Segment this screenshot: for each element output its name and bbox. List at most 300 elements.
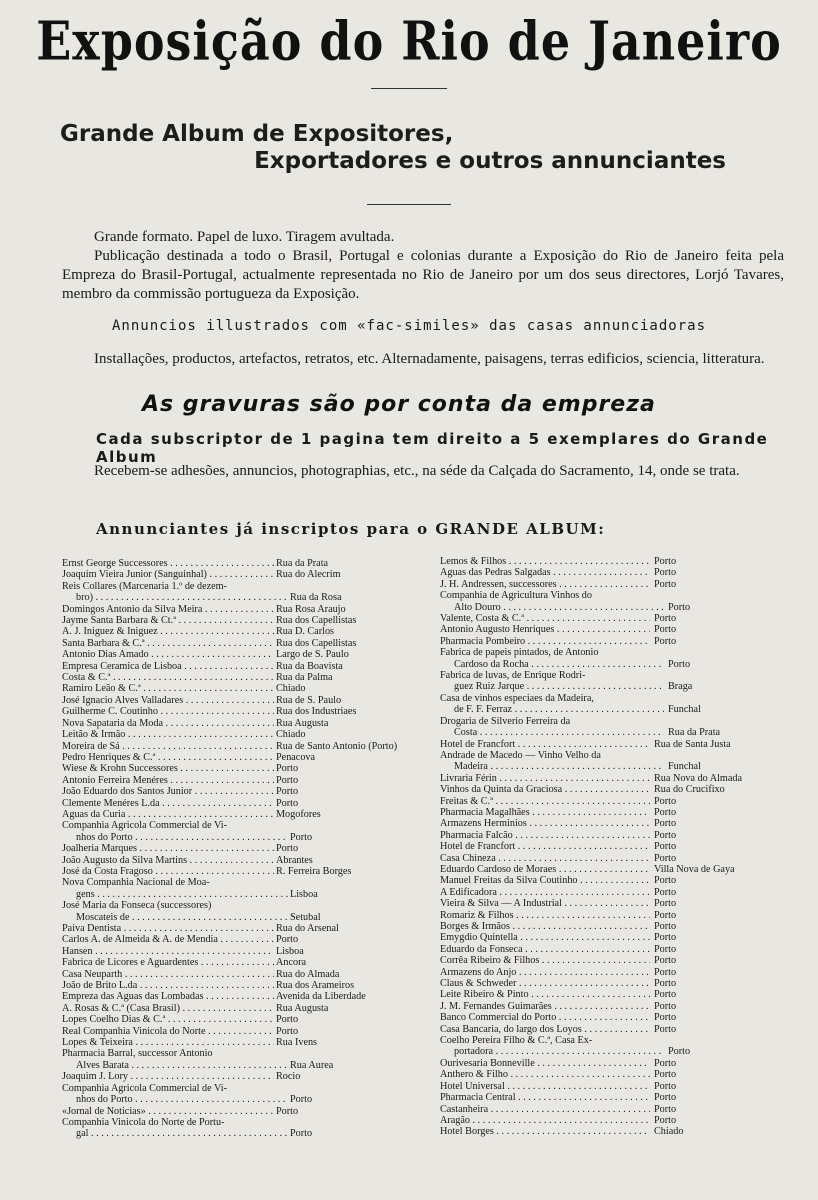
- list-item: [440, 624, 742, 635]
- list-item: [440, 864, 742, 875]
- advertiser-name: gens . . .: [62, 889, 288, 900]
- advertiser-name: José Maria da Fonseca (successores): [62, 900, 212, 912]
- advertiser-name: Andrade de Macedo — Vinho Velho da: [440, 749, 601, 761]
- advertiser-location: Porto: [654, 1000, 677, 1012]
- advertiser-name: Companhia Vinicola do Norte de Portu-: [62, 1116, 225, 1128]
- list-item: [440, 739, 742, 750]
- advertiser-name: Hotel Universal . . .: [440, 1081, 650, 1092]
- advertiser-name: Leitão & Irmão . . .: [62, 729, 274, 740]
- advertiser-location: Porto: [654, 966, 677, 978]
- advertiser-name: Companhia Agricola Commercial de Vi-: [62, 820, 227, 832]
- advertiser-location: Rocio: [276, 1071, 301, 1083]
- advertiser-location: Funchal: [668, 704, 701, 716]
- list-item: [440, 602, 742, 613]
- advertiser-location: Penacova: [276, 751, 316, 763]
- list-item: [440, 1035, 742, 1046]
- advertiser-name: Castanheira . . .: [440, 1104, 650, 1115]
- advertiser-location: Porto: [654, 613, 677, 625]
- advertiser-name: Costa . . .: [440, 727, 664, 738]
- advertisers-heading: Annunciantes já inscriptos para o GRANDE ALBUM:: [96, 520, 606, 538]
- advertiser-name: Valente, Costa & C.ª . . .: [440, 613, 650, 624]
- advertiser-name: Lemos & Filhos . . .: [440, 556, 650, 567]
- advertiser-name: Carlos A. de Almeida & A. de Mendia . . .: [62, 934, 274, 945]
- list-item: [62, 558, 397, 569]
- advertiser-name: gal . . .: [62, 1128, 288, 1139]
- advertiser-name: A Edificadora . . .: [440, 887, 650, 898]
- list-item: [62, 889, 397, 900]
- list-item: [62, 786, 397, 797]
- list-item: [62, 592, 397, 603]
- advertiser-location: Rua Aurea: [290, 1059, 334, 1071]
- advertiser-name: A. J. Iniguez & Iniguez . . .: [62, 626, 274, 637]
- advertiser-name: Anthero & Filho . . .: [440, 1069, 650, 1080]
- advertiser-location: Porto: [276, 1014, 299, 1026]
- advertiser-location: Rua Augusta: [276, 1002, 329, 1014]
- list-item: [440, 1024, 742, 1035]
- list-item: [440, 955, 742, 966]
- advertiser-location: Porto: [654, 1103, 677, 1115]
- list-item: [62, 1106, 397, 1117]
- list-item: [440, 704, 742, 715]
- advertiser-location: Porto: [654, 932, 677, 944]
- advertiser-name: Guilherme C. Coutinho . . .: [62, 706, 274, 717]
- advertiser-name: Lopes Coelho Dias & C.ª . . .: [62, 1014, 274, 1025]
- list-item: [62, 980, 397, 991]
- advertiser-name: Hotel de Francfort . . .: [440, 841, 650, 852]
- advertiser-name: João de Brito L.da . . .: [62, 980, 274, 991]
- advertiser-name: Vieira & Silva — A Industrial . . .: [440, 898, 650, 909]
- list-item: [62, 1037, 397, 1048]
- advertiser-name: Eduardo da Fonseca . . .: [440, 944, 650, 955]
- list-item: [440, 1126, 742, 1137]
- advertiser-location: Porto: [654, 829, 677, 841]
- advertiser-name: Reis Collares (Marcenaria 1.º de dezem-: [62, 580, 227, 592]
- advertiser-name: Hansen . . .: [62, 946, 274, 957]
- advertisers-list-right: [440, 556, 742, 1138]
- list-item: [440, 727, 742, 738]
- advertiser-location: Porto: [654, 841, 677, 853]
- advertiser-name: nhos do Porto . . .: [62, 832, 288, 843]
- advertiser-location: Largo de S. Paulo: [276, 649, 349, 661]
- advertiser-name: Alto Douro . . .: [440, 602, 664, 613]
- list-item: [62, 763, 397, 774]
- list-item: [62, 912, 397, 923]
- advertiser-name: Lopes & Teixeira . . .: [62, 1037, 274, 1048]
- list-item: [62, 729, 397, 740]
- advertiser-location: Porto: [654, 556, 677, 567]
- advertiser-name: Leite Ribeiro & Pinto . . .: [440, 989, 650, 1000]
- advertiser-location: Abrantes: [276, 854, 313, 866]
- advertiser-name: Coelho Pereira Filho & C.ª, Casa Ex-: [440, 1035, 593, 1047]
- advertiser-location: Porto: [276, 786, 299, 798]
- advertiser-name: Pharmacia Magalhães . . .: [440, 807, 650, 818]
- advertiser-name: Antonio Ferreira Menéres . . .: [62, 775, 274, 786]
- advertiser-name: Joaquim Vieira Junior (Sanguinhal) . . .: [62, 569, 274, 580]
- advertiser-name: Empreza das Aguas das Lombadas . . .: [62, 991, 274, 1002]
- advertiser-name: Joalheria Marques . . .: [62, 843, 274, 854]
- list-item: [440, 967, 742, 978]
- advertiser-location: Porto: [654, 1057, 677, 1069]
- list-item: [440, 830, 742, 841]
- list-item: [440, 944, 742, 955]
- advertiser-location: Rua da Prata: [668, 727, 721, 739]
- advertiser-location: Rua Rosa Araujo: [276, 603, 346, 615]
- title-divider: [371, 88, 447, 89]
- advertiser-location: Porto: [276, 774, 299, 786]
- advertiser-name: Vinhos da Quinta da Graciosa . . .: [440, 784, 650, 795]
- advertiser-location: Porto: [654, 875, 677, 887]
- list-item: [62, 1083, 397, 1094]
- advertiser-location: Rua dos Capellistas: [276, 637, 357, 649]
- advertiser-name: Aguas das Pedras Salgadas . . .: [440, 567, 650, 578]
- list-item: [440, 761, 742, 772]
- list-item: [440, 659, 742, 670]
- list-item: [62, 900, 397, 911]
- advertiser-location: Rua da Boavista: [276, 660, 343, 672]
- advertiser-name: Costa & C.ª . . .: [62, 672, 274, 683]
- advertiser-location: Funchal: [668, 761, 701, 773]
- list-item: [440, 556, 742, 567]
- reception-paragraph: Recebem-se adhesões, annuncios, photographias, etc., na séde da Calçada do Sacramento, 14, onde se trata.: [94, 463, 740, 479]
- advertiser-location: Rua do Alecrim: [276, 569, 341, 581]
- advertiser-location: Porto: [276, 843, 299, 855]
- advertiser-name: J. H. Andressen, successores . . .: [440, 579, 650, 590]
- advertiser-name: J. M. Fernandes Guimarães . . .: [440, 1001, 650, 1012]
- list-item: [62, 1094, 397, 1105]
- advertiser-location: Rua da Prata: [276, 558, 329, 569]
- subtitle-line-1: Grande Album de Expositores,: [60, 121, 454, 147]
- advertiser-name: Fabrica de papeis pintados, de Antonio: [440, 647, 599, 659]
- list-item: [440, 1001, 742, 1012]
- advertiser-name: nhos do Porto . . .: [62, 1094, 288, 1105]
- advertiser-name: Emygdio Quintella . . .: [440, 932, 650, 943]
- advertiser-name: Pharmacia Falcão . . .: [440, 830, 650, 841]
- advertiser-location: Porto: [654, 818, 677, 830]
- list-item: [440, 784, 742, 795]
- advertiser-location: Porto: [276, 797, 299, 809]
- advertiser-location: Porto: [654, 1092, 677, 1104]
- advertiser-name: Moscateis de . . .: [62, 912, 288, 923]
- list-item: [440, 1069, 742, 1080]
- advertiser-location: Porto: [654, 886, 677, 898]
- list-item: [440, 853, 742, 864]
- advertiser-name: Armazens do Anjo . . .: [440, 967, 650, 978]
- list-item: [440, 773, 742, 784]
- advertiser-location: Mogofores: [276, 808, 321, 820]
- advertiser-location: Porto: [654, 1080, 677, 1092]
- list-item: [440, 579, 742, 590]
- list-item: [440, 921, 742, 932]
- intro-paragraph: Grande formato. Papel de luxo. Tiragem avultada.: [94, 229, 395, 245]
- advertiser-name: Pedro Henriques & C.ª . . .: [62, 752, 274, 763]
- list-item: [62, 946, 397, 957]
- list-item: [62, 649, 397, 660]
- advertiser-location: Porto: [276, 1025, 299, 1037]
- advertisers-list-left: [62, 558, 397, 1140]
- advertiser-name: Banco Commercial do Porto . . .: [440, 1012, 650, 1023]
- list-item: [62, 934, 397, 945]
- advertiser-name: portadora . . .: [440, 1046, 664, 1057]
- advertiser-location: Rua do Arsenal: [276, 923, 339, 934]
- list-item: [62, 1003, 397, 1014]
- advertiser-location: Porto: [654, 1012, 677, 1024]
- advertiser-name: Casa Bancaria, do largo dos Loyos . . .: [440, 1024, 650, 1035]
- list-item: [62, 1117, 397, 1128]
- advertiser-location: Porto: [668, 1046, 691, 1058]
- advertiser-name: A. Rosas & C.ª (Casa Brasil) . . .: [62, 1003, 274, 1014]
- advertiser-name: Romariz & Filhos . . .: [440, 910, 650, 921]
- advertiser-name: «Jornal de Noticias» . . .: [62, 1106, 274, 1117]
- advertiser-name: Casa Neuparth . . .: [62, 969, 274, 980]
- advertiser-location: Porto: [654, 1114, 677, 1126]
- intro-text: [62, 228, 784, 304]
- advertiser-name: Manuel Freitas da Silva Coutinho . . .: [440, 875, 650, 886]
- engravings-headline: As gravuras são por conta da empreza: [142, 392, 656, 417]
- advertiser-location: Porto: [654, 578, 677, 590]
- advertiser-location: Chiado: [276, 729, 306, 741]
- advertiser-location: Porto: [654, 567, 677, 579]
- list-item: [440, 887, 742, 898]
- intro-paragraph: Publicação destinada a todo o Brasil, Portugal e colonias durante a Exposição do Rio de Janeiro feita pela Empreza do Brasil-Portugal, actualmente representada no Rio de Janeiro por um dos seus directores, Lorjó Tavares, membro da commissão portugueza da Exposição.: [62, 248, 784, 302]
- advertiser-location: Chiado: [276, 683, 306, 695]
- advertiser-name: Moreira de Sá . . .: [62, 741, 274, 752]
- advertiser-name: Santa Barbara & C.ª . . .: [62, 638, 274, 649]
- list-item: [62, 1128, 397, 1139]
- advertiser-name: Empresa Ceramica de Lisboa . . .: [62, 661, 274, 672]
- list-item: [440, 1081, 742, 1092]
- list-item: [62, 1014, 397, 1025]
- list-item: [440, 978, 742, 989]
- list-item: [62, 855, 397, 866]
- list-item: [440, 636, 742, 647]
- advertiser-name: Fabrica de Licores e Aguardentes . . .: [62, 957, 274, 968]
- advertiser-location: Porto: [654, 898, 677, 910]
- advertiser-name: Hotel de Francfort . . .: [440, 739, 650, 750]
- advertiser-name: Companhia Agricola Commercial de Vi-: [62, 1082, 227, 1094]
- list-item: [62, 969, 397, 980]
- illustrated-ads-line: Annuncios illustrados com «fac-similes» das casas annunciadoras: [111, 318, 706, 334]
- advertiser-location: Rua dos Capellistas: [276, 615, 357, 627]
- advertiser-location: Porto: [276, 934, 299, 946]
- advertiser-location: Avenida da Liberdade: [276, 991, 366, 1003]
- advertiser-location: Porto: [654, 1023, 677, 1035]
- advertiser-name: Ourivesaria Bonneville . . .: [440, 1058, 650, 1069]
- advertiser-name: Borges & Irmãos . . .: [440, 921, 650, 932]
- list-item: [62, 706, 397, 717]
- list-item: [62, 1071, 397, 1082]
- advertiser-location: Porto: [654, 978, 677, 990]
- advertiser-location: Chiado: [654, 1126, 684, 1138]
- advertiser-name: Ernst George Successores . . .: [62, 558, 274, 569]
- list-item: [440, 750, 742, 761]
- advertiser-location: Porto: [276, 763, 299, 775]
- list-item: [440, 670, 742, 681]
- advertiser-location: Porto: [668, 658, 691, 670]
- advertiser-name: Nova Sapataria da Moda . . .: [62, 718, 274, 729]
- list-item: [62, 1060, 397, 1071]
- list-item: [440, 567, 742, 578]
- list-item: [62, 695, 397, 706]
- advertiser-location: Porto: [276, 1105, 299, 1117]
- advertiser-name: Pharmacia Barral, successor Antonio: [62, 1048, 213, 1060]
- list-item: [440, 681, 742, 692]
- advertiser-name: Ramiro Leão & C.ª . . .: [62, 683, 274, 694]
- list-item: [440, 1012, 742, 1023]
- advertiser-name: Joaquim J. Lory . . .: [62, 1071, 274, 1082]
- list-item: [440, 1115, 742, 1126]
- list-item: [62, 877, 397, 888]
- list-item: [62, 683, 397, 694]
- advertiser-name: Freitas & C.ª . . .: [440, 796, 650, 807]
- list-item: [440, 989, 742, 1000]
- advertiser-name: Antonio Augusto Henriques . . .: [440, 624, 650, 635]
- advertiser-location: Rua de Santa Justa: [654, 738, 731, 750]
- advertiser-name: Nova Companhia Nacional de Moa-: [62, 877, 210, 889]
- list-item: [62, 569, 397, 580]
- advertiser-name: José Ignacio Alves Valladares . . .: [62, 695, 274, 706]
- advertiser-name: Cardoso da Rocha . . .: [440, 659, 664, 670]
- list-item: [62, 843, 397, 854]
- list-item: [62, 752, 397, 763]
- list-item: [62, 832, 397, 843]
- advertiser-name: Claus & Schweder . . .: [440, 978, 650, 989]
- advertiser-name: de F. F. Ferraz . . .: [440, 704, 664, 715]
- advertiser-name: Armazens Herminios . . .: [440, 818, 650, 829]
- advertiser-name: Aguas da Curia . . .: [62, 809, 274, 820]
- list-item: [440, 716, 742, 727]
- advertiser-location: Porto: [654, 624, 677, 636]
- advertiser-name: Companhia de Agricultura Vinhos do: [440, 590, 592, 602]
- advertiser-name: Domingos Antonio da Silva Meira . . .: [62, 604, 274, 615]
- advertiser-location: Rua da Rosa: [290, 592, 342, 604]
- advertiser-location: Rua dos Industriaes: [276, 706, 357, 718]
- advertiser-name: guez Ruiz Jarque . . .: [440, 681, 664, 692]
- subtitle-divider: [367, 204, 451, 205]
- installations-paragraph: Installações, productos, artefactos, retratos, etc. Alternadamente, paisagens, terras edificios, sciencia, litteratura.: [94, 351, 765, 367]
- advertiser-location: Rua do Almada: [276, 968, 340, 980]
- advertiser-name: Hotel Borges . . .: [440, 1126, 650, 1137]
- list-item: [62, 809, 397, 820]
- list-item: [62, 1026, 397, 1037]
- list-item: [440, 613, 742, 624]
- advertiser-location: Porto: [654, 806, 677, 818]
- advertiser-location: Braga: [668, 681, 693, 693]
- advertiser-location: Porto: [654, 795, 677, 807]
- advertiser-name: Pharmacia Central . . .: [440, 1092, 650, 1103]
- advertiser-location: R. Ferreira Borges: [276, 865, 352, 877]
- list-item: [62, 581, 397, 592]
- advertiser-name: Casa de vinhos especiaes da Madeira,: [440, 692, 594, 704]
- advertiser-name: Antonio Dias Amado . . .: [62, 649, 274, 660]
- advertiser-location: Rua Nova do Almada: [654, 772, 742, 784]
- advertiser-name: José da Costa Fragoso . . .: [62, 866, 274, 877]
- list-item: [440, 1058, 742, 1069]
- list-item: [62, 604, 397, 615]
- advertiser-location: Rua Augusta: [276, 717, 329, 729]
- advertiser-name: Eduardo Cardoso de Moraes . . .: [440, 864, 650, 875]
- advertiser-name: Alves Barata . . .: [62, 1060, 288, 1071]
- list-item: [62, 741, 397, 752]
- advertiser-name: João Augusto da Silva Martins . . .: [62, 855, 274, 866]
- list-item: [62, 820, 397, 831]
- list-item: [440, 647, 742, 658]
- list-item: [62, 957, 397, 968]
- advertiser-location: Villa Nova de Gaya: [654, 863, 735, 875]
- advertiser-location: Porto: [654, 989, 677, 1001]
- advertiser-name: Jayme Santa Barbara & Ct.ª . . .: [62, 615, 274, 626]
- advertiser-location: Porto: [668, 601, 691, 613]
- advertiser-name: Fabrica de luvas, de Enrique Rodri-: [440, 670, 586, 682]
- subscriber-line: Cada subscriptor de 1 pagina tem direito a 5 exemplares do Grande Album: [96, 430, 769, 466]
- list-item: [62, 672, 397, 683]
- advertiser-location: Rua de S. Paulo: [276, 694, 342, 706]
- advertiser-name: Livraria Férin . . .: [440, 773, 650, 784]
- list-item: [440, 590, 742, 601]
- list-item: [62, 626, 397, 637]
- list-item: [62, 775, 397, 786]
- advertiser-name: João Eduardo dos Santos Junior . . .: [62, 786, 274, 797]
- list-item: [440, 796, 742, 807]
- list-item: [440, 818, 742, 829]
- advertiser-location: Lisboa: [276, 945, 304, 957]
- advertiser-location: Rua da Palma: [276, 672, 333, 684]
- list-item: [62, 991, 397, 1002]
- advertiser-name: Aragão . . .: [440, 1115, 650, 1126]
- advertiser-name: Madeira . . .: [440, 761, 664, 772]
- advertiser-location: Porto: [654, 921, 677, 932]
- list-item: [440, 932, 742, 943]
- advertiser-name: Drogaria de Silverio Ferreira da: [440, 715, 571, 727]
- page-title: Exposição do Rio de Janeiro: [36, 9, 782, 73]
- list-item: [440, 841, 742, 852]
- list-item: [440, 1046, 742, 1057]
- subtitle-line-2: Exportadores e outros annunciantes: [254, 148, 726, 174]
- advertiser-location: Rua do Crucifixo: [654, 784, 725, 796]
- advertiser-location: Setubal: [290, 911, 321, 923]
- list-item: [62, 718, 397, 729]
- list-item: [440, 875, 742, 886]
- advertiser-location: Rua de Santo Antonio (Porto): [276, 740, 398, 752]
- advertiser-name: bro) . . .: [62, 592, 288, 603]
- list-item: [440, 898, 742, 909]
- advertiser-location: Rua D. Carlos: [276, 626, 335, 638]
- advertiser-location: Porto: [654, 909, 677, 921]
- advertiser-location: Porto: [290, 1094, 313, 1106]
- advertiser-name: Corrêa Ribeiro & Filhos . . .: [440, 955, 650, 966]
- advertiser-location: Porto: [654, 635, 677, 647]
- list-item: [62, 798, 397, 809]
- list-item: [62, 1048, 397, 1059]
- list-item: [62, 866, 397, 877]
- list-item: [440, 910, 742, 921]
- list-item: [62, 661, 397, 672]
- advertiser-name: Real Companhia Vinicola do Norte . . .: [62, 1026, 274, 1037]
- advertiser-location: Porto: [290, 831, 313, 843]
- list-item: [440, 1104, 742, 1115]
- advertiser-location: Lisboa: [290, 888, 318, 900]
- advertiser-name: Casa Chineza . . .: [440, 853, 650, 864]
- advertiser-name: Paiva Dentista . . .: [62, 923, 274, 934]
- advertiser-location: Porto: [654, 852, 677, 864]
- advertiser-location: Porto: [654, 955, 677, 967]
- advertiser-location: Porto: [654, 1069, 677, 1081]
- list-item: [62, 923, 397, 934]
- list-item: [440, 807, 742, 818]
- list-item: [440, 693, 742, 704]
- advertiser-name: Wiese & Krohn Successores . . .: [62, 763, 274, 774]
- list-item: [62, 638, 397, 649]
- advertiser-name: Pharmacia Pombeiro . . .: [440, 636, 650, 647]
